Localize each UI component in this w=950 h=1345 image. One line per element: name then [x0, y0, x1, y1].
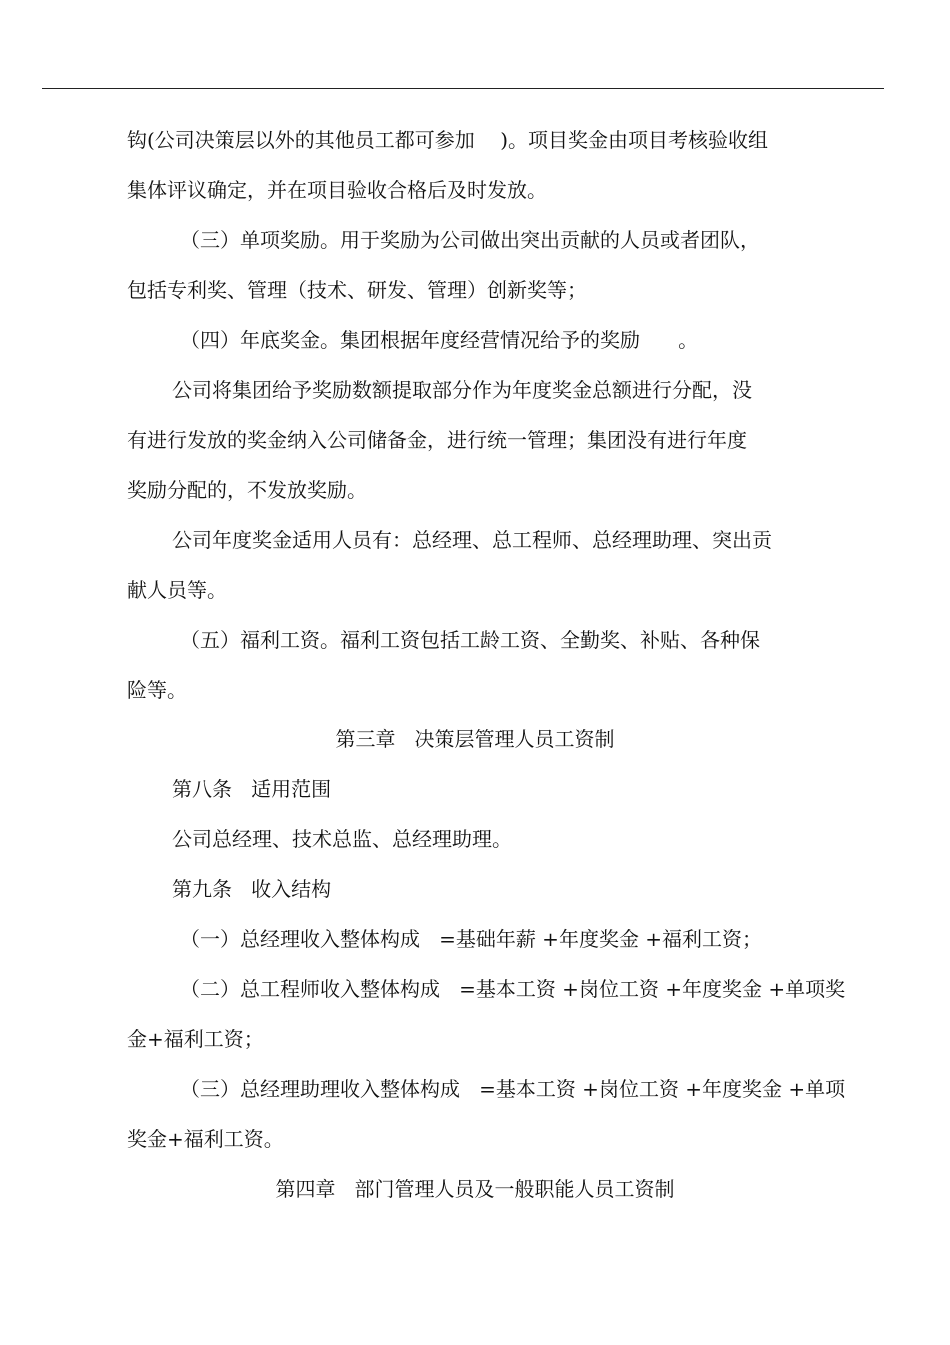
article-heading: 第九条 收入结构 [172, 877, 332, 901]
paragraph-line: 金+福利工资； [127, 1027, 264, 1051]
paragraph-line: 奖金+福利工资。 [127, 1127, 284, 1151]
article-heading: 第八条 适用范围 [172, 777, 332, 801]
paragraph-line: 险等。 [127, 678, 187, 702]
paragraph-line: 献人员等。 [127, 578, 227, 602]
paragraph-line: （二）总工程师收入整体构成 =基本工资 +岗位工资 +年度奖金 +单项奖 [180, 977, 846, 1001]
paragraph-line: （五）福利工资。福利工资包括工龄工资、全勤奖、补贴、各种保 [180, 628, 760, 652]
paragraph-line: （四）年底奖金。集团根据年度经营情况给予的奖励 。 [180, 328, 699, 352]
paragraph-line: 集体评议确定，并在项目验收合格后及时发放。 [127, 178, 547, 202]
paragraph-line: 有进行发放的奖金纳入公司储备金，进行统一管理；集团没有进行年度 [127, 428, 747, 452]
paragraph-line: 奖励分配的，不发放奖励。 [127, 478, 367, 502]
paragraph-line: 公司年度奖金适用人员有：总经理、总工程师、总经理助理、突出贡 [172, 528, 772, 552]
paragraph-line: 包括专利奖、管理（技术、研发、管理）创新奖等； [127, 278, 587, 302]
paragraph-line: （三）单项奖励。用于奖励为公司做出突出贡献的人员或者团队， [180, 228, 760, 252]
paragraph-line: （三）总经理助理收入整体构成 =基本工资 +岗位工资 +年度奖金 +单项 [180, 1077, 846, 1101]
paragraph-line: 钩(公司决策层以外的其他员工都可参加 )。项目奖金由项目考核验收组 [127, 128, 769, 152]
paragraph-line: 公司将集团给予奖励数额提取部分作为年度奖金总额进行分配，没 [172, 378, 752, 402]
chapter-heading: 第三章 决策层管理人员工资制 [335, 727, 615, 751]
paragraph-line: （一）总经理收入整体构成 =基础年薪 +年度奖金 +福利工资； [180, 927, 763, 951]
chapter-heading: 第四章 部门管理人员及一般职能人员工资制 [275, 1177, 675, 1201]
paragraph-line: 公司总经理、技术总监、总经理助理。 [172, 827, 512, 851]
header-rule [42, 88, 884, 89]
